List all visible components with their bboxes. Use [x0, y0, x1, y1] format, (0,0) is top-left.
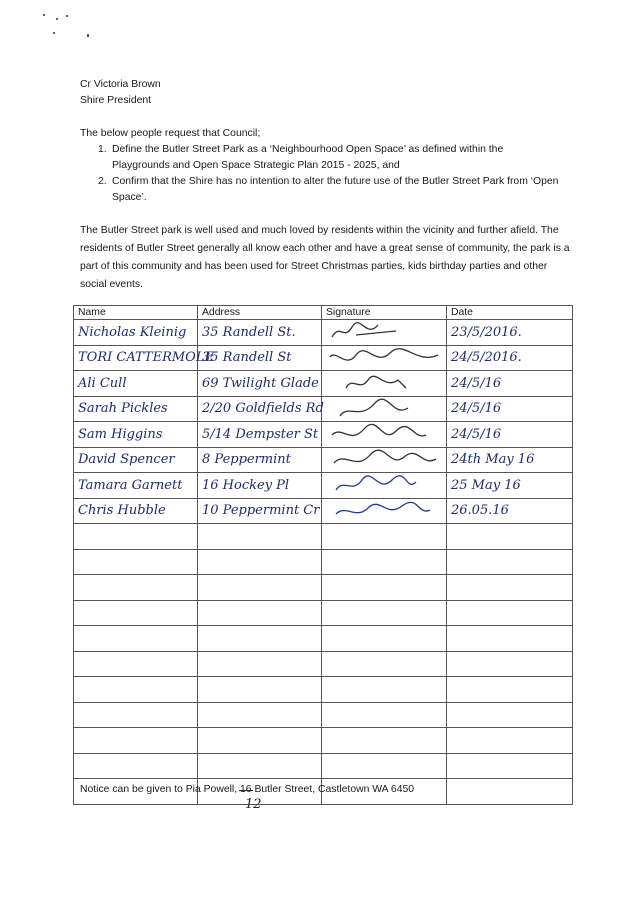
empty-cell [322, 651, 447, 677]
request-number: 2. [98, 176, 107, 187]
cell-name: Chris Hubble [74, 498, 198, 524]
intro-text: The below people request that Council; [80, 128, 261, 139]
empty-cell [74, 753, 198, 779]
table-row [74, 422, 573, 448]
empty-cell [74, 600, 198, 626]
request-item [80, 142, 560, 174]
signature-scribble [326, 398, 442, 420]
empty-cell [198, 549, 322, 575]
cell-signature [322, 422, 447, 448]
empty-cell [198, 728, 322, 754]
cell-date: 24/5/16 [447, 422, 573, 448]
empty-table-row [74, 702, 573, 728]
signature-scribble [326, 321, 442, 343]
cell-address: 69 Twilight Glade [198, 371, 322, 397]
signature-rows [74, 320, 573, 805]
empty-cell [322, 524, 447, 550]
cell-address: 35 Randell St [198, 345, 322, 371]
cell-address: 5/14 Dempster St [198, 422, 322, 448]
empty-cell [322, 702, 447, 728]
empty-table-row [74, 651, 573, 677]
cell-address: 35 Randell St. [198, 320, 322, 346]
cell-signature [322, 371, 447, 397]
column-header-address: Address [198, 306, 322, 320]
column-header-date: Date [447, 306, 573, 320]
empty-cell [447, 600, 573, 626]
cell-address: 10 Peppermint Cr [198, 498, 322, 524]
empty-cell [322, 549, 447, 575]
empty-cell [322, 626, 447, 652]
notice-prefix: Notice can be given to Pia Powell, [80, 784, 240, 795]
table-row [74, 473, 573, 499]
cell-address: 2/20 Goldfields Rd [198, 396, 322, 422]
empty-cell [447, 575, 573, 601]
empty-cell [322, 575, 447, 601]
request-text: Define the Butler Street Park as a ‘Neighbourhood Open Space’ as defined within the Playgrounds and Open Space Strategic Plan 2015 - 2025, and [112, 144, 504, 171]
cell-name: Tamara Garnett [74, 473, 198, 499]
empty-cell [74, 524, 198, 550]
signature-scribble [326, 372, 442, 394]
addressee-block [80, 77, 161, 109]
table-row [74, 371, 573, 397]
table-row [74, 498, 573, 524]
request-number: 1. [98, 144, 107, 155]
table-row [74, 447, 573, 473]
table-row [74, 396, 573, 422]
cell-date: 24th May 16 [447, 447, 573, 473]
empty-table-row [74, 575, 573, 601]
cell-name: TORI CATTERMOLE [74, 345, 198, 371]
empty-cell [447, 779, 573, 805]
empty-cell [74, 651, 198, 677]
table-row [74, 345, 573, 371]
table-row [74, 320, 573, 346]
empty-cell [447, 753, 573, 779]
empty-cell [447, 626, 573, 652]
handwritten-correction: 12 [245, 797, 262, 812]
cell-date: 24/5/16 [447, 396, 573, 422]
empty-table-row [74, 728, 573, 754]
empty-table-row [74, 677, 573, 703]
signature-scribble [326, 449, 442, 471]
empty-cell [198, 600, 322, 626]
addressee-name: Cr Victoria Brown [80, 79, 161, 90]
notice-line [80, 783, 414, 797]
empty-cell [447, 549, 573, 575]
column-header-name: Name [74, 306, 198, 320]
empty-cell [198, 626, 322, 652]
empty-cell [447, 651, 573, 677]
addressee-title: Shire President [80, 95, 152, 106]
cell-name: David Spencer [74, 447, 198, 473]
cell-date: 24/5/2016. [447, 345, 573, 371]
empty-cell [198, 702, 322, 728]
empty-cell [198, 524, 322, 550]
empty-cell [198, 677, 322, 703]
empty-cell [198, 575, 322, 601]
cell-signature [322, 447, 447, 473]
empty-cell [322, 753, 447, 779]
empty-cell [322, 600, 447, 626]
empty-cell [447, 728, 573, 754]
cell-date: 24/5/16 [447, 371, 573, 397]
column-header-signature: Signature [322, 306, 447, 320]
signature-scribble [326, 474, 442, 496]
empty-cell [322, 728, 447, 754]
cell-date: 23/5/2016. [447, 320, 573, 346]
cell-address: 16 Hockey Pl [198, 473, 322, 499]
cell-signature [322, 345, 447, 371]
cell-signature [322, 320, 447, 346]
body-paragraph: The Butler Street park is well used and much loved by residents within the vicinity and further afield. The residents of Butler Street generally all know each other and have a great sense of community, the park is a part of this community and has been used for Street Christmas parties, kids birthday parties and other social events. [80, 225, 570, 290]
signature-scribble [326, 347, 442, 369]
empty-cell [447, 524, 573, 550]
empty-table-row [74, 549, 573, 575]
empty-table-row [74, 600, 573, 626]
empty-table-row [74, 626, 573, 652]
cell-signature [322, 473, 447, 499]
cell-address: 8 Peppermint [198, 447, 322, 473]
empty-cell [198, 651, 322, 677]
empty-cell [447, 677, 573, 703]
empty-cell [198, 753, 322, 779]
cell-name: Nicholas Kleinig [74, 320, 198, 346]
cell-signature [322, 396, 447, 422]
request-text: Confirm that the Shire has no intention to alter the future use of the Butler Street Park from ‘Open Space’. [112, 176, 559, 203]
notice-struck-number: 16 [240, 784, 252, 795]
cell-signature [322, 498, 447, 524]
signature-table [73, 305, 573, 805]
empty-table-row [74, 524, 573, 550]
table-header-row [74, 306, 573, 320]
signature-scribble [326, 423, 442, 445]
request-item [80, 174, 560, 206]
empty-cell [74, 549, 198, 575]
empty-cell [74, 575, 198, 601]
signature-scribble [326, 500, 442, 522]
empty-cell [74, 677, 198, 703]
cell-name: Sarah Pickles [74, 396, 198, 422]
empty-cell [74, 728, 198, 754]
empty-cell [74, 626, 198, 652]
notice-suffix: Butler Street, Castletown WA 6450 [251, 784, 415, 795]
empty-cell [322, 677, 447, 703]
cell-date: 25 May 16 [447, 473, 573, 499]
request-list [80, 142, 560, 206]
cell-name: Ali Cull [74, 371, 198, 397]
cell-name: Sam Higgins [74, 422, 198, 448]
empty-cell [447, 702, 573, 728]
empty-cell [74, 702, 198, 728]
empty-table-row [74, 753, 573, 779]
cell-date: 26.05.16 [447, 498, 573, 524]
